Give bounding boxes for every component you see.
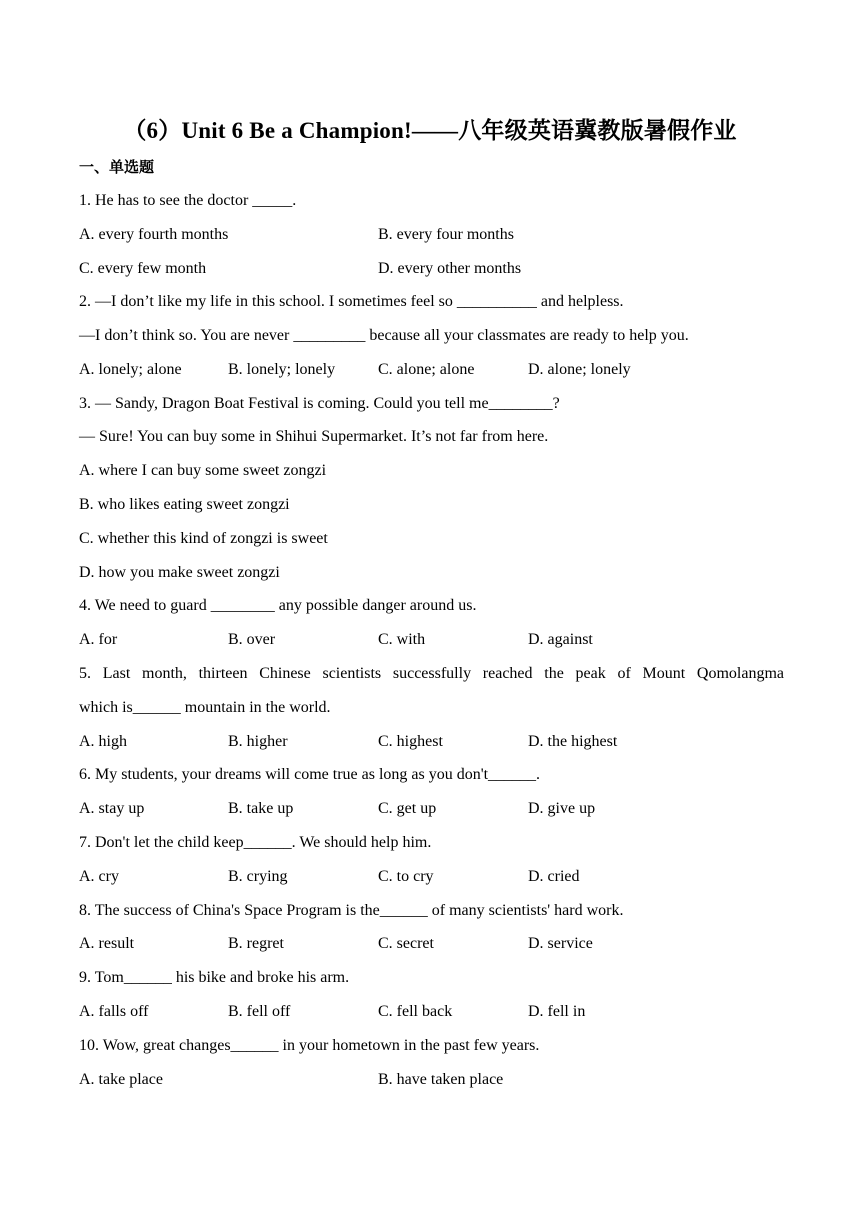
q7-option-c: C. to cry bbox=[378, 868, 434, 885]
q4-option-d: D. against bbox=[528, 631, 593, 648]
q1-option-a: A. every fourth months bbox=[79, 226, 229, 243]
question-3-line-1: 3. — Sandy, Dragon Boat Festival is coming. Could you tell me________? bbox=[79, 395, 560, 412]
q8-option-c: C. secret bbox=[378, 935, 434, 952]
question-9: 9. Tom______ his bike and broke his arm. bbox=[79, 969, 350, 986]
q2-option-b: B. lonely; lonely bbox=[228, 361, 336, 378]
q1-option-b: B. every four months bbox=[378, 226, 514, 243]
q6-option-b: B. take up bbox=[228, 800, 294, 817]
section-heading: 一、单选题 bbox=[79, 158, 155, 176]
q6-option-c: C. get up bbox=[378, 800, 437, 817]
question-5-line-2: which is______ mountain in the world. bbox=[79, 699, 331, 716]
question-4: 4. We need to guard ________ any possible danger around us. bbox=[79, 597, 477, 614]
q8-option-d: D. service bbox=[528, 935, 593, 952]
question-5-line-1: 5. Last month, thirteen Chinese scientists successfully reached the peak of Mount Qomolangma bbox=[79, 665, 784, 682]
q9-option-a: A. falls off bbox=[79, 1003, 149, 1020]
q5-option-b: B. higher bbox=[228, 733, 288, 750]
q2-option-d: D. alone; lonely bbox=[528, 361, 631, 378]
q9-option-c: C. fell back bbox=[378, 1003, 453, 1020]
q7-option-a: A. cry bbox=[79, 868, 119, 885]
q4-option-b: B. over bbox=[228, 631, 276, 648]
q9-option-b: B. fell off bbox=[228, 1003, 291, 1020]
q6-option-d: D. give up bbox=[528, 800, 596, 817]
q3-option-c: C. whether this kind of zongzi is sweet bbox=[79, 530, 328, 547]
question-8: 8. The success of China's Space Program is the______ of many scientists' hard work. bbox=[79, 902, 624, 919]
q5-option-c: C. highest bbox=[378, 733, 443, 750]
question-6: 6. My students, your dreams will come true as long as you don't______. bbox=[79, 766, 541, 783]
q1-option-c: C. every few month bbox=[79, 260, 207, 277]
q8-option-b: B. regret bbox=[228, 935, 284, 952]
q5-option-d: D. the highest bbox=[528, 733, 618, 750]
q6-option-a: A. stay up bbox=[79, 800, 145, 817]
q9-option-d: D. fell in bbox=[528, 1003, 586, 1020]
question-10: 10. Wow, great changes______ in your hometown in the past few years. bbox=[79, 1037, 540, 1054]
q5-option-a: A. high bbox=[79, 733, 127, 750]
q3-option-b: B. who likes eating sweet zongzi bbox=[79, 496, 290, 513]
q4-option-a: A. for bbox=[79, 631, 118, 648]
question-7: 7. Don't let the child keep______. We should help him. bbox=[79, 834, 432, 851]
q7-option-b: B. crying bbox=[228, 868, 288, 885]
q2-option-a: A. lonely; alone bbox=[79, 361, 182, 378]
q7-option-d: D. cried bbox=[528, 868, 580, 885]
question-3-line-2: — Sure! You can buy some in Shihui Supermarket. It’s not far from here. bbox=[79, 428, 549, 445]
q3-option-d: D. how you make sweet zongzi bbox=[79, 564, 280, 581]
page-title: （6）Unit 6 Be a Champion!——八年级英语冀教版暑假作业 bbox=[123, 118, 737, 143]
q10-option-a: A. take place bbox=[79, 1071, 163, 1088]
question-2-line-1: 2. —I don’t like my life in this school. I sometimes feel so __________ and helpless. bbox=[79, 293, 624, 310]
question-1: 1. He has to see the doctor _____. bbox=[79, 192, 297, 209]
question-2-line-2: —I don’t think so. You are never _________ because all your classmates are ready to help you. bbox=[79, 327, 689, 344]
q10-option-b: B. have taken place bbox=[378, 1071, 504, 1088]
q4-option-c: C. with bbox=[378, 631, 426, 648]
q8-option-a: A. result bbox=[79, 935, 135, 952]
q3-option-a: A. where I can buy some sweet zongzi bbox=[79, 462, 327, 479]
q1-option-d: D. every other months bbox=[378, 260, 522, 277]
q2-option-c: C. alone; alone bbox=[378, 361, 475, 378]
